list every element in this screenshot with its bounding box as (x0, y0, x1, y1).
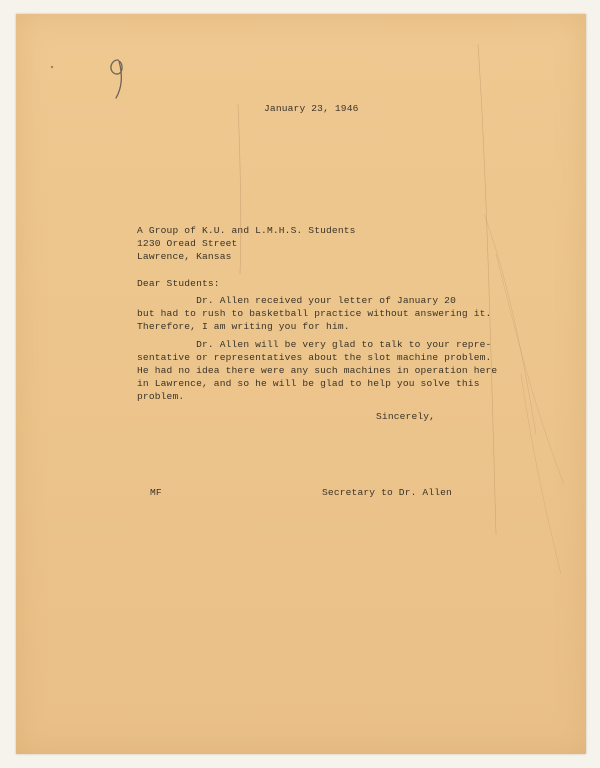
recipient-line-3: Lawrence, Kansas (137, 251, 232, 262)
paragraph-2-line-4: in Lawrence, and so he will be glad to help you solve this (137, 378, 480, 389)
paragraph-2-line-3: He had no idea there were any such machines in operation here (137, 365, 498, 376)
paragraph-2-line-2: sentative or representatives about the slot machine problem. (137, 352, 492, 363)
paragraph-1-line-1: Dr. Allen received your letter of January 20 (137, 295, 456, 306)
recipient-line-2: 1230 Oread Street (137, 238, 238, 249)
letter-date: January 23, 1946 (264, 103, 359, 114)
paragraph-1-line-2: but had to rush to basketball practice without answering it. (137, 308, 492, 319)
signature-title: Secretary to Dr. Allen (322, 487, 452, 498)
paragraph-2-line-1: Dr. Allen will be very glad to talk to your repre- (137, 339, 492, 350)
salutation: Dear Students: (137, 278, 220, 289)
closing: Sincerely, (376, 411, 436, 422)
recipient-line-1: A Group of K.U. and L.M.H.S. Students (137, 225, 356, 236)
letter-paper (16, 14, 586, 754)
paragraph-1-line-3: Therefore, I am writing you for him. (137, 321, 350, 332)
pencil-annotation (96, 50, 136, 110)
paragraph-2-line-5: problem. (137, 391, 185, 402)
typist-initials: MF (150, 487, 162, 498)
